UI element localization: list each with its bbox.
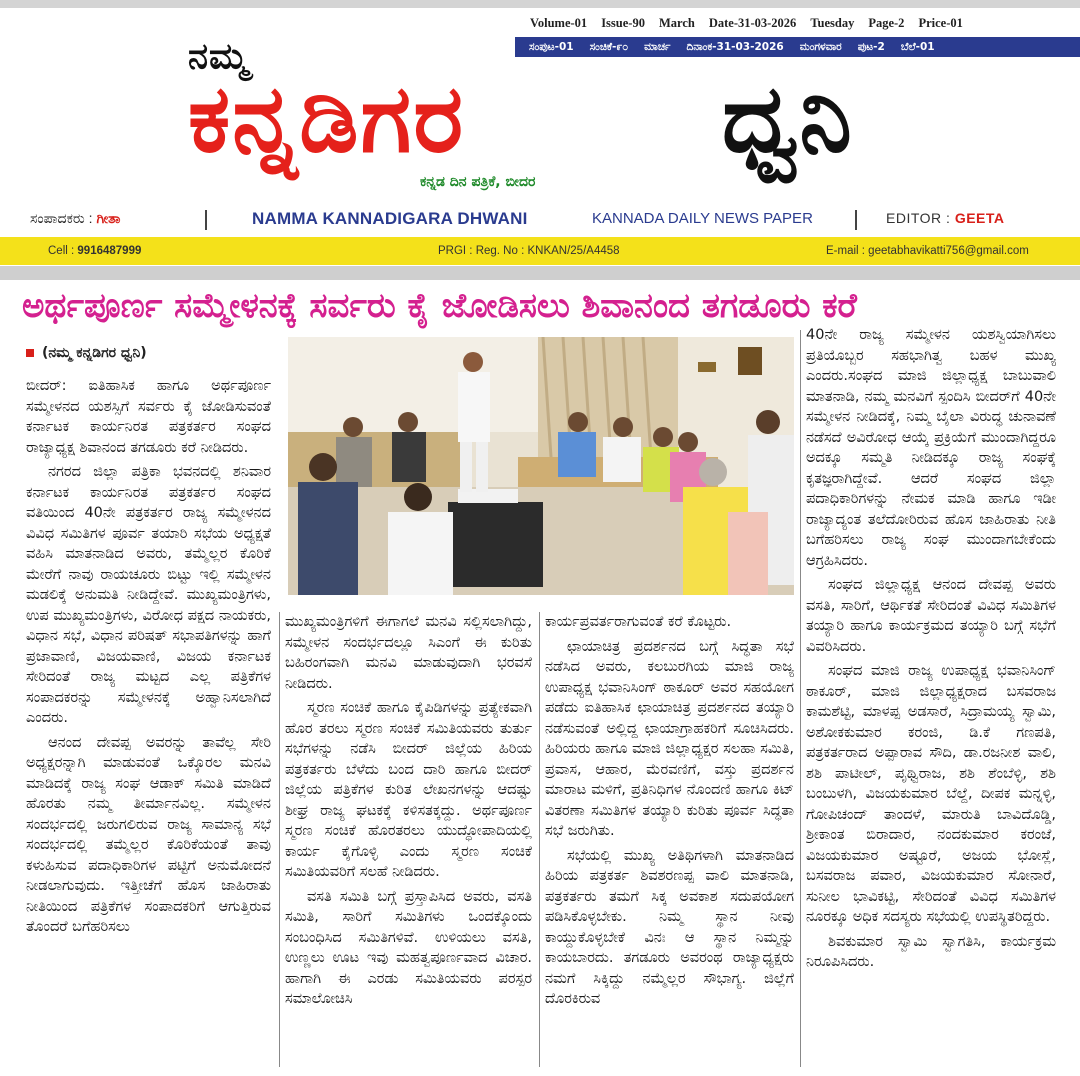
cell-number: Cell : 9916487999 [48, 245, 142, 257]
page-kn: ಪುಟ-2 [857, 40, 885, 53]
banner-separator [205, 210, 207, 230]
meeting-photo-illustration [288, 337, 794, 595]
date-kn: ದಿನಾಂಕ-31-03-2026 [686, 40, 784, 53]
paragraph: ಸ್ಮರಣ ಸಂಚಿಕೆ ಹಾಗೂ ಕೈಪಿಡಿಗಳನ್ನು ಪ್ರತ್ಯೇಕವಾಗಿ ಹೊರ ತರಲು ಸ್ಮರಣ ಸಂಚಿಕೆ ಸಮಿತಿಯವರು ತುರ್ತು ಸಭೆಗಳನ್ನು ನಡೆಸಿ ಬೀದರ್ ಜಿಲ್ಲೆಯ ಹಿರಿಯ ಪತ್ರಕರ್ತರು ಬೆಳೆದು ಬಂದ ದಾರಿ ಹಾಗೂ ಬೀದರ್ ಜಿಲ್ಲೆಯ ಪತ್ರಿಕೆಗಳ ಕುರಿತ ಲೇಖನಗಳನ್ನು ಆದಷ್ಟು ಶೀಘ್ರ ರಾಜ್ಯ ಘಟಕಕ್ಕೆ ಕಳಿಸತಕ್ಕದ್ದು. ಅರ್ಥಪೂರ್ಣ ಸ್ಮರಣ ಸಂಚಿಕೆ ಹೊರತರಲು ಯುದ್ಧೋಪಾದಿಯಲ್ಲಿ ಕಾರ್ಯ ಕೈಗೊಳ್ಳಿ ಎಂದು ಸ್ಮರಣ ಸಂಚಿಕೆ ಸಮಿತಿಯವರಿಗೆ ಸಲಹೆ ನೀಡಿದರು. [285, 700, 532, 880]
contact-bar [0, 237, 1080, 265]
paragraph: ಸಭೆಯಲ್ಲಿ ಮುಖ್ಯ ಅತಿಥಿಗಳಾಗಿ ಮಾತನಾಡಿದ ಹಿರಿಯ ಪತ್ರಕರ್ತ ಶಿವಶರಣಪ್ಪ ವಾಲಿ ಮಾತನಾಡಿ, ಪತ್ರಕರ್ತರು ತಮಗೆ ಸಿಕ್ಕ ಅವಕಾಶ ಸದುಪಯೋಗ ಪಡಿಸಿಕೊಳ್ಳಬೇಕು. ನಿಮ್ಮ ಸ್ಥಾನ ನೀವು ಕಾಯ್ದುಕೊಳ್ಳಬೇಕೆ ವಿನಃ ಆ ಸ್ಥಾನ ನಿಮ್ಮನ್ನು ಕಾಯಬಾರದು. ತಗಡೂರು ಅವರಂಥ ರಾಜ್ಯಾಧ್ಯಕ್ಷರು ನಮಗೆ ಸಿಕ್ಕಿದ್ದು ನಮ್ಮೆಲ್ಲರ ಸೌಭಾಗ್ಯ. ಜಿಲ್ಲೆಗೆ ದೊರಕಿರುವ [545, 847, 794, 1007]
logo-namma: ನಮ್ಮ [188, 36, 250, 77]
issue-meta-english [530, 16, 1070, 34]
editor-english: EDITOR : GEETA [886, 210, 1005, 226]
logo-tagline: ಕನ್ನಡ ದಿನ ಪತ್ರಿಕೆ, ಬೀದರ [420, 174, 536, 190]
price: Price-01 [918, 16, 963, 30]
paragraph: ವಸತಿ ಸಮಿತಿ ಬಗ್ಗೆ ಪ್ರಸ್ತಾಪಿಸಿದ ಅವರು, ವಸತಿ ಸಮಿತಿ, ಸಾರಿಗೆ ಸಮಿತಿಗಳು ಒಂದಕ್ಕೊಂದು ಸಂಬಂಧಿಸಿದ ಸಮಿತಿಗಳಿವೆ. ಉಳಿಯಲು ವಸತಿ, ಉಣ್ಣಲು ಊಟ ಇವು ಮಹತ್ವಪೂರ್ಣವಾದ ವಿಚಾರ. ಹಾಗಾಗಿ ಈ ಎರಡು ಸಮಿತಿಯವರು ಪರಸ್ಪರ ಸಮಾಲೋಚಿಸಿ [285, 888, 532, 1007]
article-column-3 [545, 612, 794, 1067]
paper-subtitle-english: KANNADA DAILY NEWS PAPER [592, 210, 813, 227]
issue-meta-kannada [515, 37, 1080, 57]
bullet-square-icon [26, 349, 34, 357]
article-column-2 [285, 612, 532, 1067]
paragraph: ನಗರದ ಜಿಲ್ಲಾ ಪತ್ರಿಕಾ ಭವನದಲ್ಲಿ ಶನಿವಾರ ಕರ್ನಾಟಕ ಕಾರ್ಯನಿರತ ಪತ್ರಕರ್ತರ ಸಂಘದ ವತಿಯಿಂದ 40ನೇ ಪತ್ರಕರ್ತರ ರಾಜ್ಯ ಸಮ್ಮೇಳನದ ವಿವಿಧ ಸಮಿತಿಗಳ ಪೂರ್ವ ತಯಾರಿ ಸಭೆಯ ಅಧ್ಯಕ್ಷತೆ ವಹಿಸಿ ಮಾತನಾಡಿದ ಅವರು, ತಮ್ಮೆಲ್ಲರ ಕೊರಿಕೆ ಮೇರೆಗೆ ನಾವು ರಾಯಚೂರು ಬಿಟ್ಟು ಇಲ್ಲಿ ಸಮ್ಮೇಳನ ಮಡಲಿಕ್ಕೆ ಅನುಮತಿ ನೀಡಿದ್ದೇವೆ. ಮುಖ್ಯಮಂತ್ರಿಗಳು, ಉಪ ಮುಖ್ಯಮಂತ್ರಿಗಳು, ವಿರೋಧ ಪಕ್ಷದ ನಾಯಕರು, ವಿಧಾನ ಸಭೆ, ವಿಧಾನ ಪರಿಷತ್ ಸಭಾಪತಿಗಳನ್ನು ಹಾಗೆ ಪ್ರಜಾವಾಣಿ, ವಿಜಯವಾಣಿ, ವಿಜಯ ಕರ್ನಾಟಕ ಸೇರಿದಂತೆ ರಾಜ್ಯ ಮಟ್ಟದ ಎಲ್ಲ ಪತ್ರಿಕೆಗಳ ಸಂಪಾದಕರನ್ನು ಸಮ್ಮೇಳನಕ್ಕೆ ಅಹ್ವಾನಿಸಲಾಗಿದೆ ಎಂದರು. [26, 464, 271, 726]
editor-kannada: ಸಂಪಾದಕರು : ಗೀತಾ [30, 210, 121, 226]
weekday: Tuesday [810, 16, 855, 30]
date: Date-31-03-2026 [708, 16, 797, 30]
paragraph: ಸಂಘದ ಜಿಲ್ಲಾಧ್ಯಕ್ಷ ಆನಂದ ದೇವಪ್ಪ ಅವರು ವಸತಿ, ಸಾರಿಗೆ, ಆರ್ಥಿಕತೆ ಸೇರಿದಂತೆ ವಿವಿಧ ಸಮಿತಿಗಳ ತಯ್ಯಾರಿ ಹಾಗೂ ಕಾರ್ಯಕ್ರಮದ ತಯ್ಯಾರಿ ಬಗ್ಗೆ ಸಭೆಗೆ ವಿವರಿಸಿದರು. [806, 577, 1056, 655]
paper-name-english: NAMMA KANNADIGARA DHWANI [252, 209, 528, 228]
article-column-1 [26, 376, 271, 1066]
issue: Issue-90 [601, 16, 645, 30]
meeting-photo [288, 337, 794, 595]
month: March [658, 16, 695, 30]
top-border [0, 0, 1080, 8]
paragraph: ಬೀದರ್: ಐತಿಹಾಸಿಕ ಹಾಗೂ ಅರ್ಥಪೂರ್ಣ ಸಮ್ಮೇಳನದ ಯಶಸ್ಸಿಗೆ ಸರ್ವರು ಕೈ ಜೋಡಿಸುವಂತೆ ಕರ್ನಾಟಕ ಕಾರ್ಯನಿರತ ಪತ್ರಕರ್ತರ ಸಂಘದ ರಾಜ್ಯಾಧ್ಯಕ್ಷ ಶಿವಾನಂದ ತಗಡೂರು ಕರೆ ನೀಡಿದರು. [26, 378, 271, 456]
paragraph: ಕಾರ್ಯಪ್ರವರ್ತರಾಗುವಂತೆ ಕರೆ ಕೊಟ್ಟರು. [545, 614, 732, 630]
volume: Volume-01 [530, 16, 588, 30]
divider-bar [0, 266, 1080, 280]
paragraph: 40ನೇ ರಾಜ್ಯ ಸಮ್ಮೇಳನ ಯಶಸ್ವಿಯಾಗಿಸಲು ಪ್ರತಿಯೊಬ್ಬರ ಸಹಭಾಗಿತ್ವ ಬಹಳ ಮುಖ್ಯ ಎಂದರು.ಸಂಘದ ಮಾಜಿ ಜಿಲ್ಲಾಧ್ಯಕ್ಷ ಬಾಬುವಾಲಿ ಮಾತನಾಡಿ, ನಮ್ಮ ಮನವಿಗೆ ಸ್ಪಂದಿಸಿ ಬೀದರ್‌ಗೆ 40ನೇ ಸಮ್ಮೇಳನ ನೀಡಿದಕ್ಕೆ, ನಿಮ್ಮ ಬೈಲಾ ವಿರುದ್ಧ ಚುನಾವಣೆ ನಡೆಸದೆ ಅವಿರೋಧ ಆಯ್ಕೆ ಪ್ರಕ್ರಿಯೆಗೆ ಮುಂದಾಗಿದ್ದರೂ ಅದಕ್ಕೂ ಸಮ್ಮತಿ ನೀಡಿದಕ್ಕೂ ರಾಜ್ಯ ಸಂಘಕ್ಕೆ ಕೃತಜ್ಞರಾಗಿದ್ದೇವೆ. ಆದರೆ ಸಂಘದ ಜಿಲ್ಲಾ ಪದಾಧಿಕಾರಿಗಳನ್ನು ನೇಮಕ ಮಾಡಿ ಹಾಗೂ ಇಡೀ ರಾಜ್ಯಾದ್ಯಂತ ತಲೆದೋರಿರುವ ಹೊಸ ಜಾಹಿರಾತು ನೀತಿ ಬಗೆಹರಿಸಲು ರಾಜ್ಯ ಸಂಘ ಮುಂದಾಗಬೇಕೆಂದು ಆಗ್ರಹಿಸಿದರು. [806, 327, 1056, 569]
column-rule [279, 612, 280, 1067]
paragraph: ಮುಖ್ಯಮಂತ್ರಿಗಳಿಗೆ ಈಗಾಗಲೆ ಮನವಿ ಸಲ್ಲಿಸಲಾಗಿದ್ದು, ಸಮ್ಮೇಳನ ಸಂದರ್ಭದಲ್ಲೂ ಸಿಎಂಗೆ ಈ ಕುರಿತು ಬಹಿರಂಗವಾಗಿ ಮನವಿ ಮಾಡುವುದಾಗಿ ಭರವಸೆ ನೀಡಿದರು. [285, 614, 532, 692]
banner-separator [855, 210, 857, 230]
column-rule [539, 612, 540, 1067]
email-address: E-mail : geetabhavikatti756@gmail.com [826, 245, 1029, 257]
issue-kn: ಸಂಚಿಕೆ-೯೦ [589, 40, 629, 53]
month-kn: ಮಾರ್ಚ [644, 40, 671, 53]
page: Page-2 [868, 16, 905, 30]
article-headline: ಅರ್ಥಪೂರ್ಣ ಸಮ್ಮೇಳನಕ್ಕೆ ಸರ್ವರು ಕೈ ಜೋಡಿಸಲು ಶಿವಾನಂದ ತಗಡೂರು ಕರೆ [22, 286, 857, 326]
paragraph: ಸಂಘದ ಮಾಜಿ ರಾಜ್ಯ ಉಪಾಧ್ಯಕ್ಷ ಭವಾನಿಸಿಂಗ್ ಠಾಕೂರ್, ಮಾಜಿ ಜಿಲ್ಲಾಧ್ಯಕ್ಷರಾದ ಬಸವರಾಜ ಕಾಮಶೆಟ್ಟಿ, ಮಾಳಪ್ಪ ಅಡಸಾರೆ, ಸಿದ್ರಾಮಯ್ಯ ಸ್ವಾಮಿ, ಅಶೋಕಕುಮಾರ ಕರಂಜಿ, ಡಿ.ಕೆ ಗಣಪತಿ, ಪತ್ರಕರ್ತರಾದ ಅಪ್ಪಾರಾವ ಸೌದಿ, ಡಾ.ರಜನೀಶ ವಾಲಿ, ಶಶಿ ಪಾಟೀಲ್, ಪೃಥ್ವಿರಾಜ, ಶಶಿ ಶೆಂಬೆಳ್ಳಿ, ಶಶಿ ಬಂಬುಳಗಿ, ವಿಜಯಕುಮಾರ ಬೆಲ್ದೆ, ದೀಪಕ ಮನ್ನಳ್ಳಿ, ಗೋಪಿಚಂದ್ ತಾಂದಳೆ, ಮಾರುತಿ ಬಾವಿದೊಡ್ಡಿ, ಶ್ರೀಕಾಂತ ಬಿರಾದಾರ, ನಂದಕುಮಾರ ಕರಂಜೆ, ವಿಜಯಕುಮಾರ ಅಷ್ಟೂರೆ, ಅಜಯ ಭೋಸ್ಲೆ, ಬಸವರಾಜ ಪವಾರ, ವಿಜಯಕುಮಾರ ಸೋನಾರೆ, ಸುನೀಲ ಭಾವಿಕಟ್ಟಿ, ಸೇರಿದಂತೆ ವಿವಿಧ ಸಮಿತಿಗಳ ನೂರಕ್ಕೂ ಅಧಿಕ ಸದಸ್ಯರು ಸಭೆಯಲ್ಲಿ ಉಪಸ್ಥಿತರಿದ್ದರು. [806, 663, 1056, 925]
volume-kn: ಸಂಪುಟ-01 [529, 40, 574, 53]
article-column-4 [806, 325, 1056, 1067]
byline: (ನಮ್ಮ ಕನ್ನಡಿಗರ ಧ್ವನಿ) [26, 345, 147, 361]
masthead-banner [0, 206, 1080, 234]
column-rule [800, 330, 801, 1067]
price-kn: ಬೆಲೆ-01 [900, 40, 935, 53]
paragraph: ಶಿವಕುಮಾರ ಸ್ವಾಮಿ ಸ್ವಾಗತಿಸಿ, ಕಾರ್ಯಕ್ರಮ ನಿರೂಪಿಸಿದರು. [806, 933, 1056, 970]
logo-dhwani: ಧ್ವನಿ [722, 65, 852, 174]
paragraph: ಆನಂದ ದೇವಪ್ಪ ಅವರನ್ನು ತಾವೆಲ್ಲ ಸೇರಿ ಅಧ್ಯಕ್ಷರನ್ನಾಗಿ ಮಾಡುವಂತೆ ಒಕ್ಕೊರಲ ಮನವಿ ಮಾಡಿದಕ್ಕೆ ರಾಜ್ಯ ಸಂಘ ಆಡಾಕ್ ಸಮಿತಿ ಮಾಡಿದೆ ಹೊರತು ನಮ್ಮ ತೀರ್ಮಾನವಿಲ್ಲ. ಸಮ್ಮೇಳನ ಸಂದರ್ಭದಲ್ಲಿ ಜರುಗಲಿರುವ ರಾಜ್ಯ ಸಾಮಾನ್ಯ ಸಭೆ ಸಂದರ್ಭದಲ್ಲಿ ತಮ್ಮೆಲ್ಲರ ಕೊರಿಕೆಯಂತೆ ತಾವು ಕಳುಹಿಸುವ ಪದಾಧಿಕಾರಿಗಳ ಪಟ್ಟಿಗೆ ಅನುಮೋದನೆ ನೀಡಲಾಗುವುದು. ಇತ್ತೀಚೆಗೆ ಹೊಸ ಜಾಹಿರಾತು ನೀತಿಯಿಂದ ಪತ್ರಿಕೆಗಳ ಸಂಪಾದಕರಿಗೆ ಆಗುತ್ತಿರುವ ತೊಂದರೆ ಬಗೆಹರಿಸಲು [26, 734, 271, 935]
weekday-kn: ಮಂಗಳವಾರ [799, 40, 842, 53]
paragraph: ಛಾಯಾಚಿತ್ರ ಪ್ರದರ್ಶನದ ಬಗ್ಗೆ ಸಿದ್ಧತಾ ಸಭೆ ನಡೆಸಿದ ಅವರು, ಕಲಬುರಗಿಯ ಮಾಜಿ ರಾಜ್ಯ ಉಪಾಧ್ಯಕ್ಷ ಭವಾನಿಸಿಂಗ್ ಠಾಕೂರ್ ಅವರ ಸಹಯೋಗ ಪಡೆದು ಐತಿಹಾಸಿಕ ಛಾಯಾಚಿತ್ರ ಪ್ರದರ್ಶನದ ತಯ್ಯಾರಿ ನಡೆಸುವಂತೆ ಅಲ್ಲಿದ್ದ ಛಾಯಾಗ್ರಾಹಕರಿಗೆ ಸೂಚಿಸಿದರು. ಹಿರಿಯರು ಹಾಗೂ ಮಾಜಿ ಜಿಲ್ಲಾಧ್ಯಕ್ಷರ ಸಲಹಾ ಸಮಿತಿ, ಪ್ರವಾಸ, ಆಹಾರ, ಮೆರವಣಿಗೆ, ವಸ್ತು ಪ್ರದರ್ಶನ ಮಾರಾಟ ಮಳಿಗೆ, ಪ್ರತಿನಿಧಿಗಳ ನೊಂದಣಿ ಹಾಗೂ ಕಿಟ್ ವಿತರಣಾ ಸಮಿತಿಗಳ ತಯ್ಯಾರಿ ಕುರಿತು ಪೂರ್ವ ಸಿದ್ಧತಾ ಸಭೆ ಜರುಗಿತು. [545, 638, 794, 839]
logo-kannadigara: ಕನ್ನಡಿಗರ [188, 65, 466, 174]
prgi-registration: PRGI : Reg. No : KNKAN/25/A4458 [438, 245, 620, 257]
